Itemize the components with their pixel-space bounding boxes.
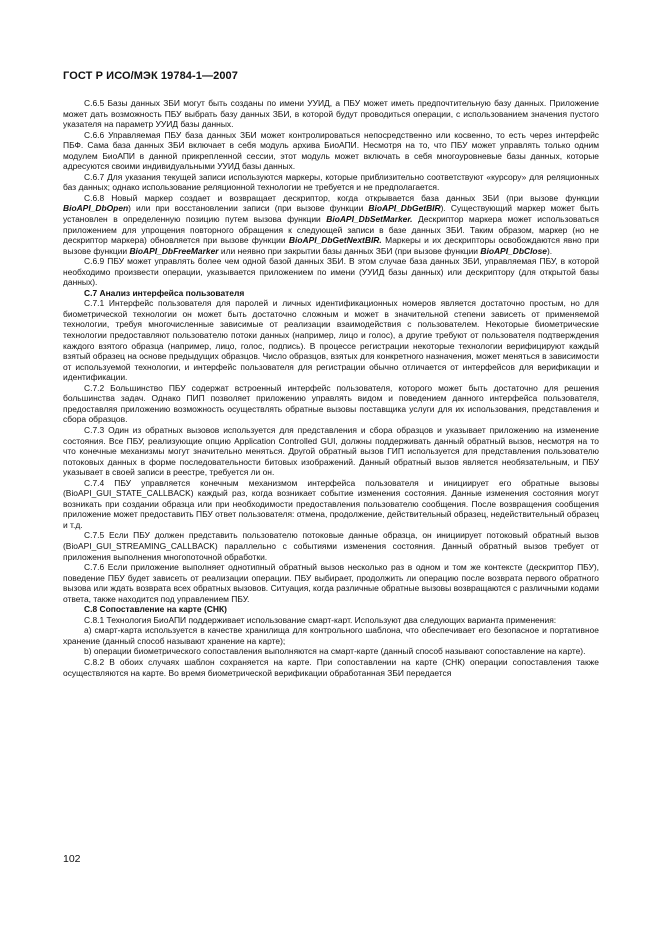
paragraph-c73: С.7.3 Один из обратных вызовов используется для представления и сбора образцов и указывает приложению на изменение состояния. Все ПБУ, реализующие опцию Application Controlled GUI, должны поддерживать данный обратный вызов, несмотря на то что конечные механизмы могут значительно меняться. Другой обратный вызов ГИП используется для представления пользователю потоковых данных в форме последовательности битовых изображений. Данный обратный вызов является необязательным, и ПБУ указывает в своей записи в реестре, требуется ли он. [63,424,599,478]
paragraph-c65: С.6.5 Базы данных ЗБИ могут быть созданы по имени УУИД, а ПБУ может иметь предпочтительную базу данных. Приложение может дать возможность ПБУ выбрать базу данных ЗБИ, в которой будут проводиться операции, с использованием значения пустого указателя на параметр УУИД базы данных. [63,98,599,130]
paragraph-c71: С.7.1 Интерфейс пользователя для паролей и личных идентификационных номеров является достаточно простым, но для биометрической технологии он может быть достаточно сложным и может в значительной степени зависеть от применяемой технологии, требуя многочисленные зависимые от реализации взаимодействия с пользователем. Некоторые биометрические технологии предоставляют пользователю потоки данных (например, лицо и голос), а другие требуют от пользователя подтверждения каждого взятого образца (например, лицо, голос, подпись). В процессе регистрации некоторые технологии верифицируют каждый взятый образец на основе предыдущих образцов. Число образцов, взятых для конкретного назначения, может меняться в зависимости от используемой технологии, и интерфейс пользователя для регистрации обычно отличается от интерфейсов для верификации и идентификации. [63,298,599,383]
paragraph-c82: С.8.2 В обоих случаях шаблон сохраняется на карте. При сопоставлении на карте (СНК) операции сопоставления также осуществляются на карте. Во время биометрической верификации обработанная ЗБИ передается [63,656,599,678]
section-heading-c8: С.8 Сопоставление на карте (СНК) [84,604,227,615]
paragraph-c69: С.6.9 ПБУ может управлять более чем одной базой данных ЗБИ. В этом случае база данных ЗБИ, управляемая ПБУ, в которой необходимо произвести операции, указывается приложением по имени (УУИД базы данных) или дескриптору (для открытой базы данных). [63,256,599,288]
paragraph-c68-text-h: ). [546,245,553,256]
paragraph-c81: С.8.1 Технология БиоАПИ поддерживает использование смарт-карт. Используют два следующих варианта применения: [84,614,557,625]
list-item-b: b) операции биометрического сопоставления выполняются на смарт-карте (данный способ называют сопоставление на карте). [84,646,586,657]
function-name-dbgetbir: BioAPI_DbGetBIR [368,203,441,214]
function-name-dbsetmarker: BioAPI_DbSetMarker. [326,214,413,225]
function-name-dbgetnextbir: BioAPI_DbGetNextBIR. [288,235,382,246]
function-name-dbfreemarker: BioAPI_DbFreeMarker [129,245,219,256]
paragraph-c68 [63,193,599,256]
paragraph-c68-text-g: или неявно при закрытии базы данных ЗБИ (при вызове функции [218,245,481,256]
page-number: 102 [63,853,81,865]
paragraph-c66: С.6.6 Управляемая ПБУ база данных ЗБИ может контролироваться непосредственно или косвенно, то есть через интерфейс ПБФ. Сама база данных ЗБИ включает в себя модуль архива БиоАПИ. Несмотря на то, что ПБУ может управлять только одним модулем БиоАПИ в данной прикрепленной сессии, этот модуль может включать в себя многоуровневые базы данных, которые адресуются своими индивидуальными УУИД базы данных. [63,129,599,172]
document-body [63,98,599,678]
paragraph-c67: С.6.7 Для указания текущей записи используются маркеры, которые приблизительно соответствуют «курсору» для реляционных баз данных; однако использование реляционной технологии не требуется и не предполагается. [63,171,599,193]
paragraph-c76: С.7.6 Если приложение выполняет однотипный обратный вызов несколько раз в одном и том же контексте (дескриптор ПБУ), поведение ПБУ будет зависеть от реализации операции. ПБУ выбирает, продолжить ли операцию после возврата первого обратного вызова или ждать возврата всех обратных вызовов. Ситуация, когда различные обратные вызовы возвращаются с различными кодами ответа, также находится под управлением ПБУ. [63,562,599,604]
paragraph-c74: С.7.4 ПБУ управляется конечным механизмом интерфейса пользователя и инициирует его обратные вызовы (BioAPI_GUI_STATE_CALLBACK) каждый раз, когда возникает событие изменения состояния. Данные изменения состояния могут возникать при создании образца или при необходимости предоставления пользователю сообщения. После возвращения сообщения приложение может предоставить ПБУ ответ пользователя: отмена, продолжение, действительный образец, недействительный образец и т.д. [63,477,599,530]
paragraph-c68-text-b: ) или при восстановлении записи (при вызове функции [128,203,369,214]
list-item-a: а) смарт-карта используется в качестве хранилища для контрольного шаблона, что обеспечивает его безопасное и портативное хранение (данный способ называют хранение на карте); [63,625,599,646]
section-heading-c7: С.7 Анализ интерфейса пользователя [84,287,245,298]
paragraph-c68-text-d: Дескриптор маркера может использоваться приложением для упрощения повторного обращения к следующей записи в базе данных ЗБИ. Таким образом, маркер (но не дескриптор маркера) обновляется при вызове функции [63,214,599,246]
paragraph-c72: С.7.2 Большинство ПБУ содержат встроенный интерфейс пользователя, которого может быть достаточно для решения большинства задач. Однако ПИП позволяет приложению управлять видом и поведением данного интерфейса пользователя, предоставляя приложению возможность осуществлять обратные вызовы поставщика услуги для их использования, представления и сбора образцов. [63,382,599,425]
paragraph-c68-text-a: С.6.8 Новый маркер создает и возвращает дескриптор, когда открывается база данных ЗБИ (при вызове функции [84,192,599,203]
function-name-dbopen: BioAPI_DbOpen [63,203,129,214]
paragraph-c75: С.7.5 Если ПБУ должен представить пользователю потоковые данные образца, он инициирует потоковый обратный вызов (BioAPI_GUI_STREAMING_CALLBACK) параллельно с событиями изменения состояния. Данный обратный вызов требует от приложения выполнения многопоточной обработки. [63,530,599,562]
standard-header: ГОСТ Р ИСО/МЭК 19784-1—2007 [63,70,238,82]
paragraph-c68-text-c: ). Существующий маркер может быть установлен в определенную позицию путем вызова функции [63,203,599,225]
paragraph-c68-text-e: Маркеры и их дескрипторы освобождаются явно при вызове функции [63,235,599,256]
function-name-dbclose: BioAPI_DbClose [480,245,547,256]
